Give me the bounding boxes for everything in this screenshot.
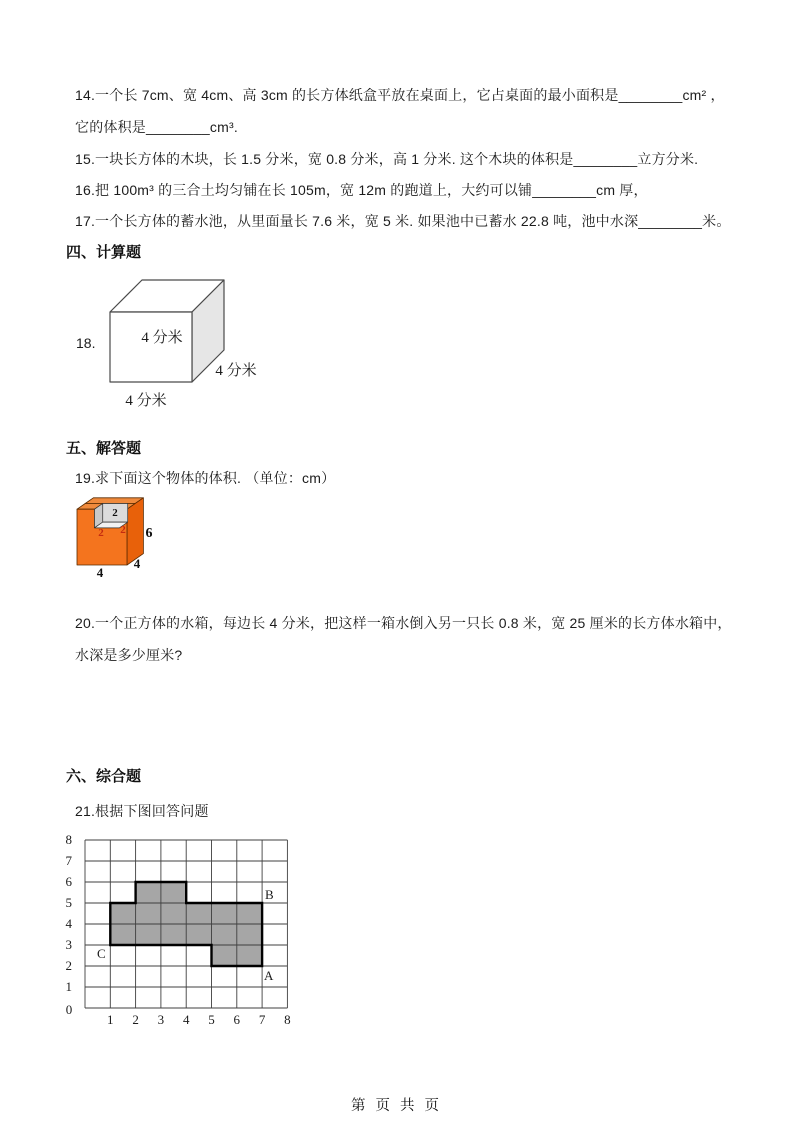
question-16: 16.把 100m³ 的三合土均匀铺在长 105m，宽 12m 的跑道上，大约可以铺________cm 厚， [75,182,648,198]
grid21-xtick-3: 3 [157,1012,165,1027]
section-6-heading: 六、综合题 [66,768,142,785]
box19-depth-label: 4 [133,556,141,571]
cube-figure-18 [95,272,280,417]
question-20-line-2: 水深是多少厘米? [75,647,183,663]
box19-notch-depth-label: 2 [120,524,126,536]
question-21: 21.根据下图回答问题 [75,803,209,819]
cube18-depth-label: 4 分米 [215,363,257,379]
grid21-ytick-2: 2 [65,958,72,973]
grid21-xtick-2: 2 [132,1012,139,1027]
grid21-xtick-7: 7 [258,1012,266,1027]
box19-notch-width-label: 2 [98,527,104,539]
box19-top-back [85,498,143,504]
grid21-xtick-6: 6 [233,1012,241,1027]
question-20-line-1: 20.一个正方体的水箱，每边长 4 分米，把这样一箱水倒入另一只长 0.8 米，宽 25 厘米的长方体水箱中， [75,615,732,631]
question-14-line-2: 它的体积是________cm³. [75,119,238,135]
question-19: 19.求下面这个物体的体积. （单位：cm） [75,470,336,486]
grid21-xtick-5: 5 [208,1012,215,1027]
grid21-ytick-7: 7 [65,853,72,868]
notched-box-figure-19 [71,491,163,583]
section-5-heading: 五、解答题 [66,440,142,457]
question-18-number: 18. [76,335,96,351]
question-17: 17.一个长方体的蓄水池，从里面量长 7.6 米，宽 5 米. 如果池中已蓄水 22.8 吨，池中水深________米。 [75,213,731,229]
page-footer: 第 页 共 页 [350,1098,443,1114]
question-15: 15.一块长方体的木块，长 1.5 分米，宽 0.8 分米，高 1 分米. 这个木块的体积是________立方分米. [75,151,699,167]
grid21-ytick-3: 3 [65,937,72,952]
box19-height-label: 6 [145,526,153,541]
grid21-xtick-1: 1 [107,1012,114,1027]
cube18-width-label: 4 分米 [125,393,167,409]
grid21-point-a: A [264,968,274,983]
grid21-ytick-1: 1 [65,979,72,994]
cube18-front-face [110,312,192,382]
grid21-xtick-4: 4 [182,1012,190,1027]
grid21-ytick-6: 6 [65,874,72,889]
box19-right-face [127,498,143,565]
grid21-point-b: B [265,887,274,902]
grid21-ytick-4: 4 [65,916,72,931]
grid21-ytick-8: 8 [65,832,72,847]
grid21-xtick-8: 8 [284,1012,291,1027]
question-14-line-1: 14.一个长 7cm、宽 4cm、高 3cm 的长方体纸盒平放在桌面上，它占桌面的最小面积是________cm² ， [75,87,725,103]
grid21-ytick-5: 5 [65,895,72,910]
section-4-heading: 四、计算题 [66,244,142,261]
grid21-point-c: C [97,946,106,961]
box19-notch-back-label: 2 [112,507,118,519]
cube18-front-label: 4 分米 [141,330,183,346]
box19-width-label: 4 [96,565,104,580]
grid21-origin-label: 0 [65,1002,73,1017]
grid-figure-21 [55,830,303,1030]
